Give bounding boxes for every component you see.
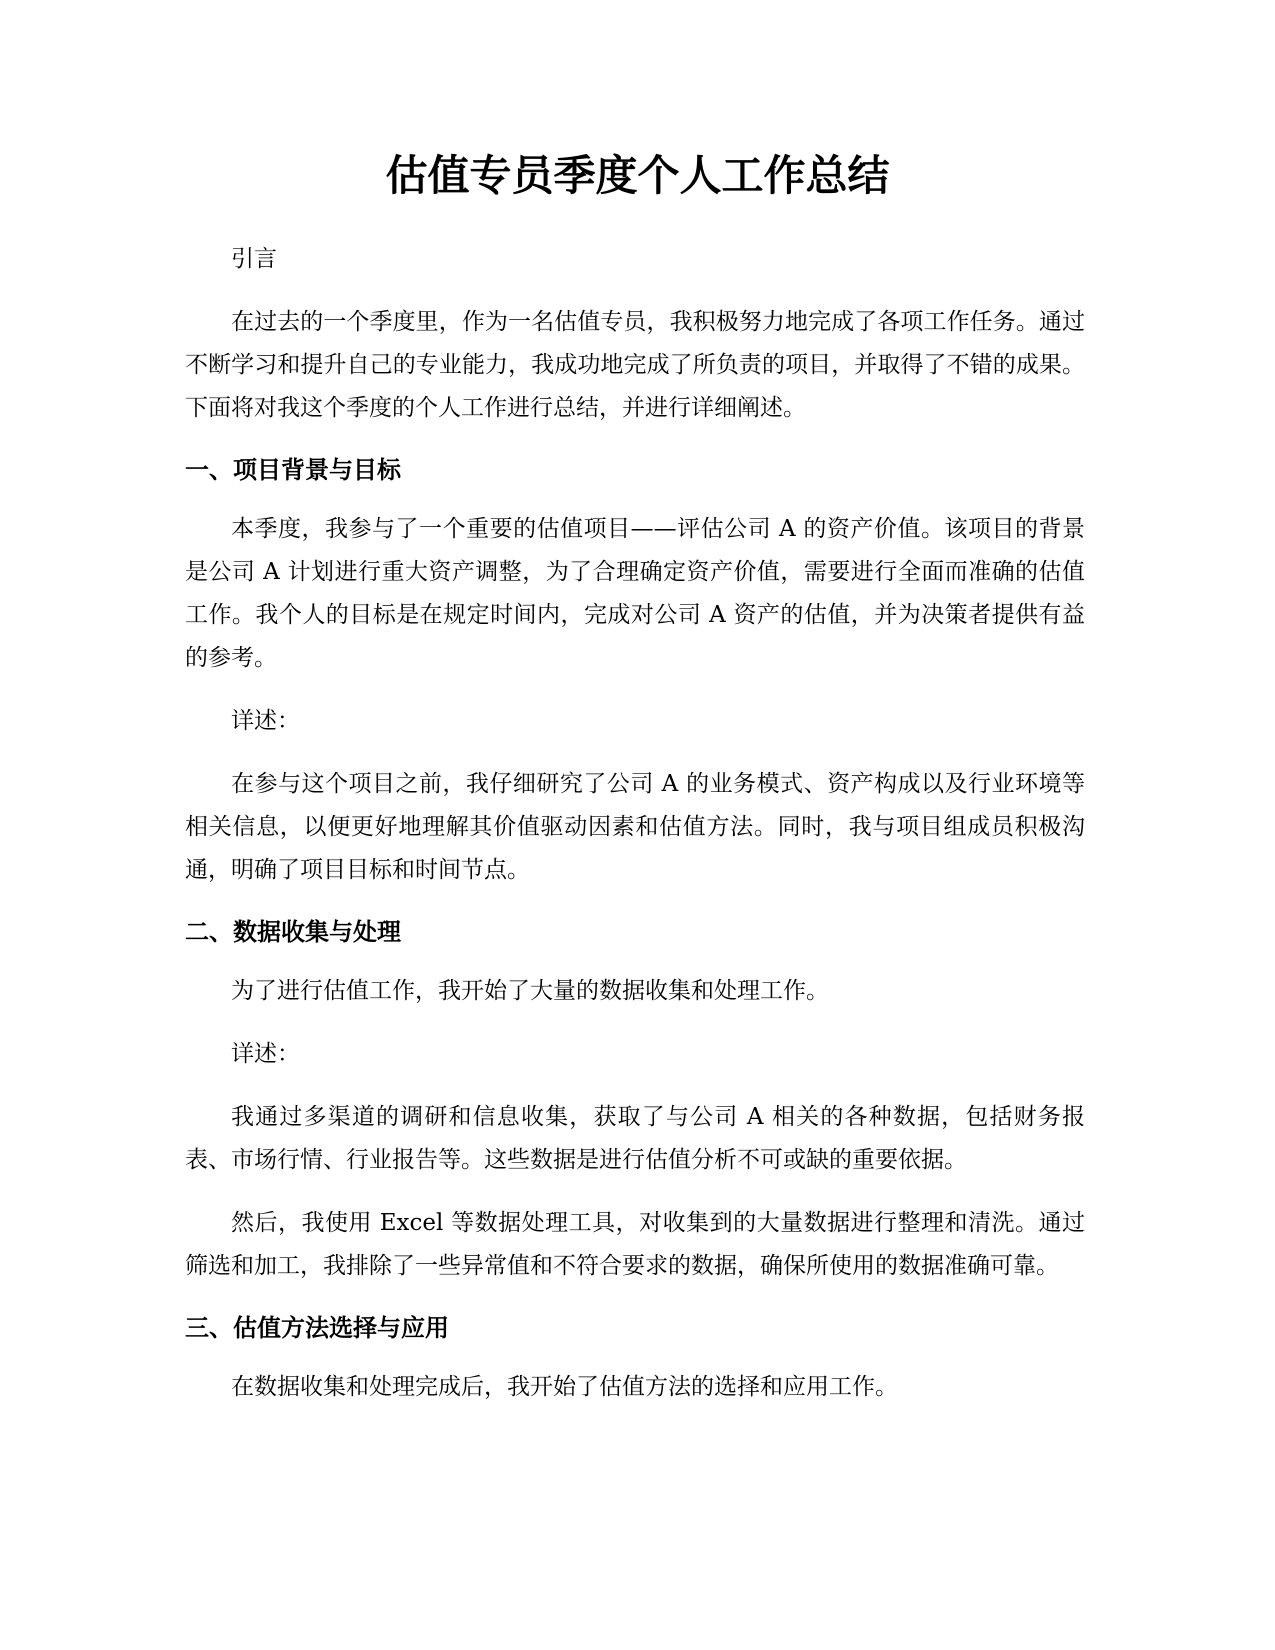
section-2-detail-paragraph-2: 然后，我使用 Excel 等数据处理工具，对收集到的大量数据进行整理和清洗。通过筛选和加工，我排除了一些异常值和不符合要求的数据，确保所使用的数据准确可靠。: [185, 1210, 1085, 1279]
section-heading-2: 二、数据收集与处理: [185, 918, 401, 946]
section-2-detail-paragraph-1: 我通过多渠道的调研和信息收集，获取了与公司 A 相关的各种数据，包括财务报表、市场行情、行业报告等。这些数据是进行估值分析不可或缺的重要依据。: [185, 1104, 1085, 1173]
section-2-detail-label: 详述：: [231, 1041, 300, 1067]
section-1-detail-paragraph: 在参与这个项目之前，我仔细研究了公司 A 的业务模式、资产构成以及行业环境等相关信息，以便更好地理解其价值驱动因素和估值方法。同时，我与项目组成员积极沟通，明确了项目目标和时间节点。: [185, 771, 1085, 883]
section-1-detail-label: 详述：: [231, 708, 300, 734]
section-3-paragraph: 在数据收集和处理完成后，我开始了估值方法的选择和应用工作。: [231, 1374, 898, 1400]
intro-label: 引言: [231, 246, 277, 272]
section-heading-1: 一、项目背景与目标: [185, 456, 401, 484]
document-body: [185, 238, 1085, 1429]
intro-paragraph: 在过去的一个季度里，作为一名估值专员，我积极努力地完成了各项工作任务。通过不断学习和提升自己的专业能力，我成功地完成了所负责的项目，并取得了不错的成果。下面将对我这个季度的个人工作进行总结，并进行详细阐述。: [185, 309, 1085, 421]
section-2-paragraph: 为了进行估值工作，我开始了大量的数据收集和处理工作。: [231, 978, 829, 1004]
section-1-paragraph: 本季度，我参与了一个重要的估值项目——评估公司 A 的资产价值。该项目的背景是公司 A 计划进行重大资产调整，为了合理确定资产价值，需要进行全面而准确的估值工作。我个人的目标是在规定时间内，完成对公司 A 资产的估值，并为决策者提供有益的参考。: [185, 516, 1085, 671]
document-title: 估值专员季度个人工作总结: [385, 151, 890, 200]
section-heading-3: 三、估值方法选择与应用: [185, 1314, 449, 1342]
